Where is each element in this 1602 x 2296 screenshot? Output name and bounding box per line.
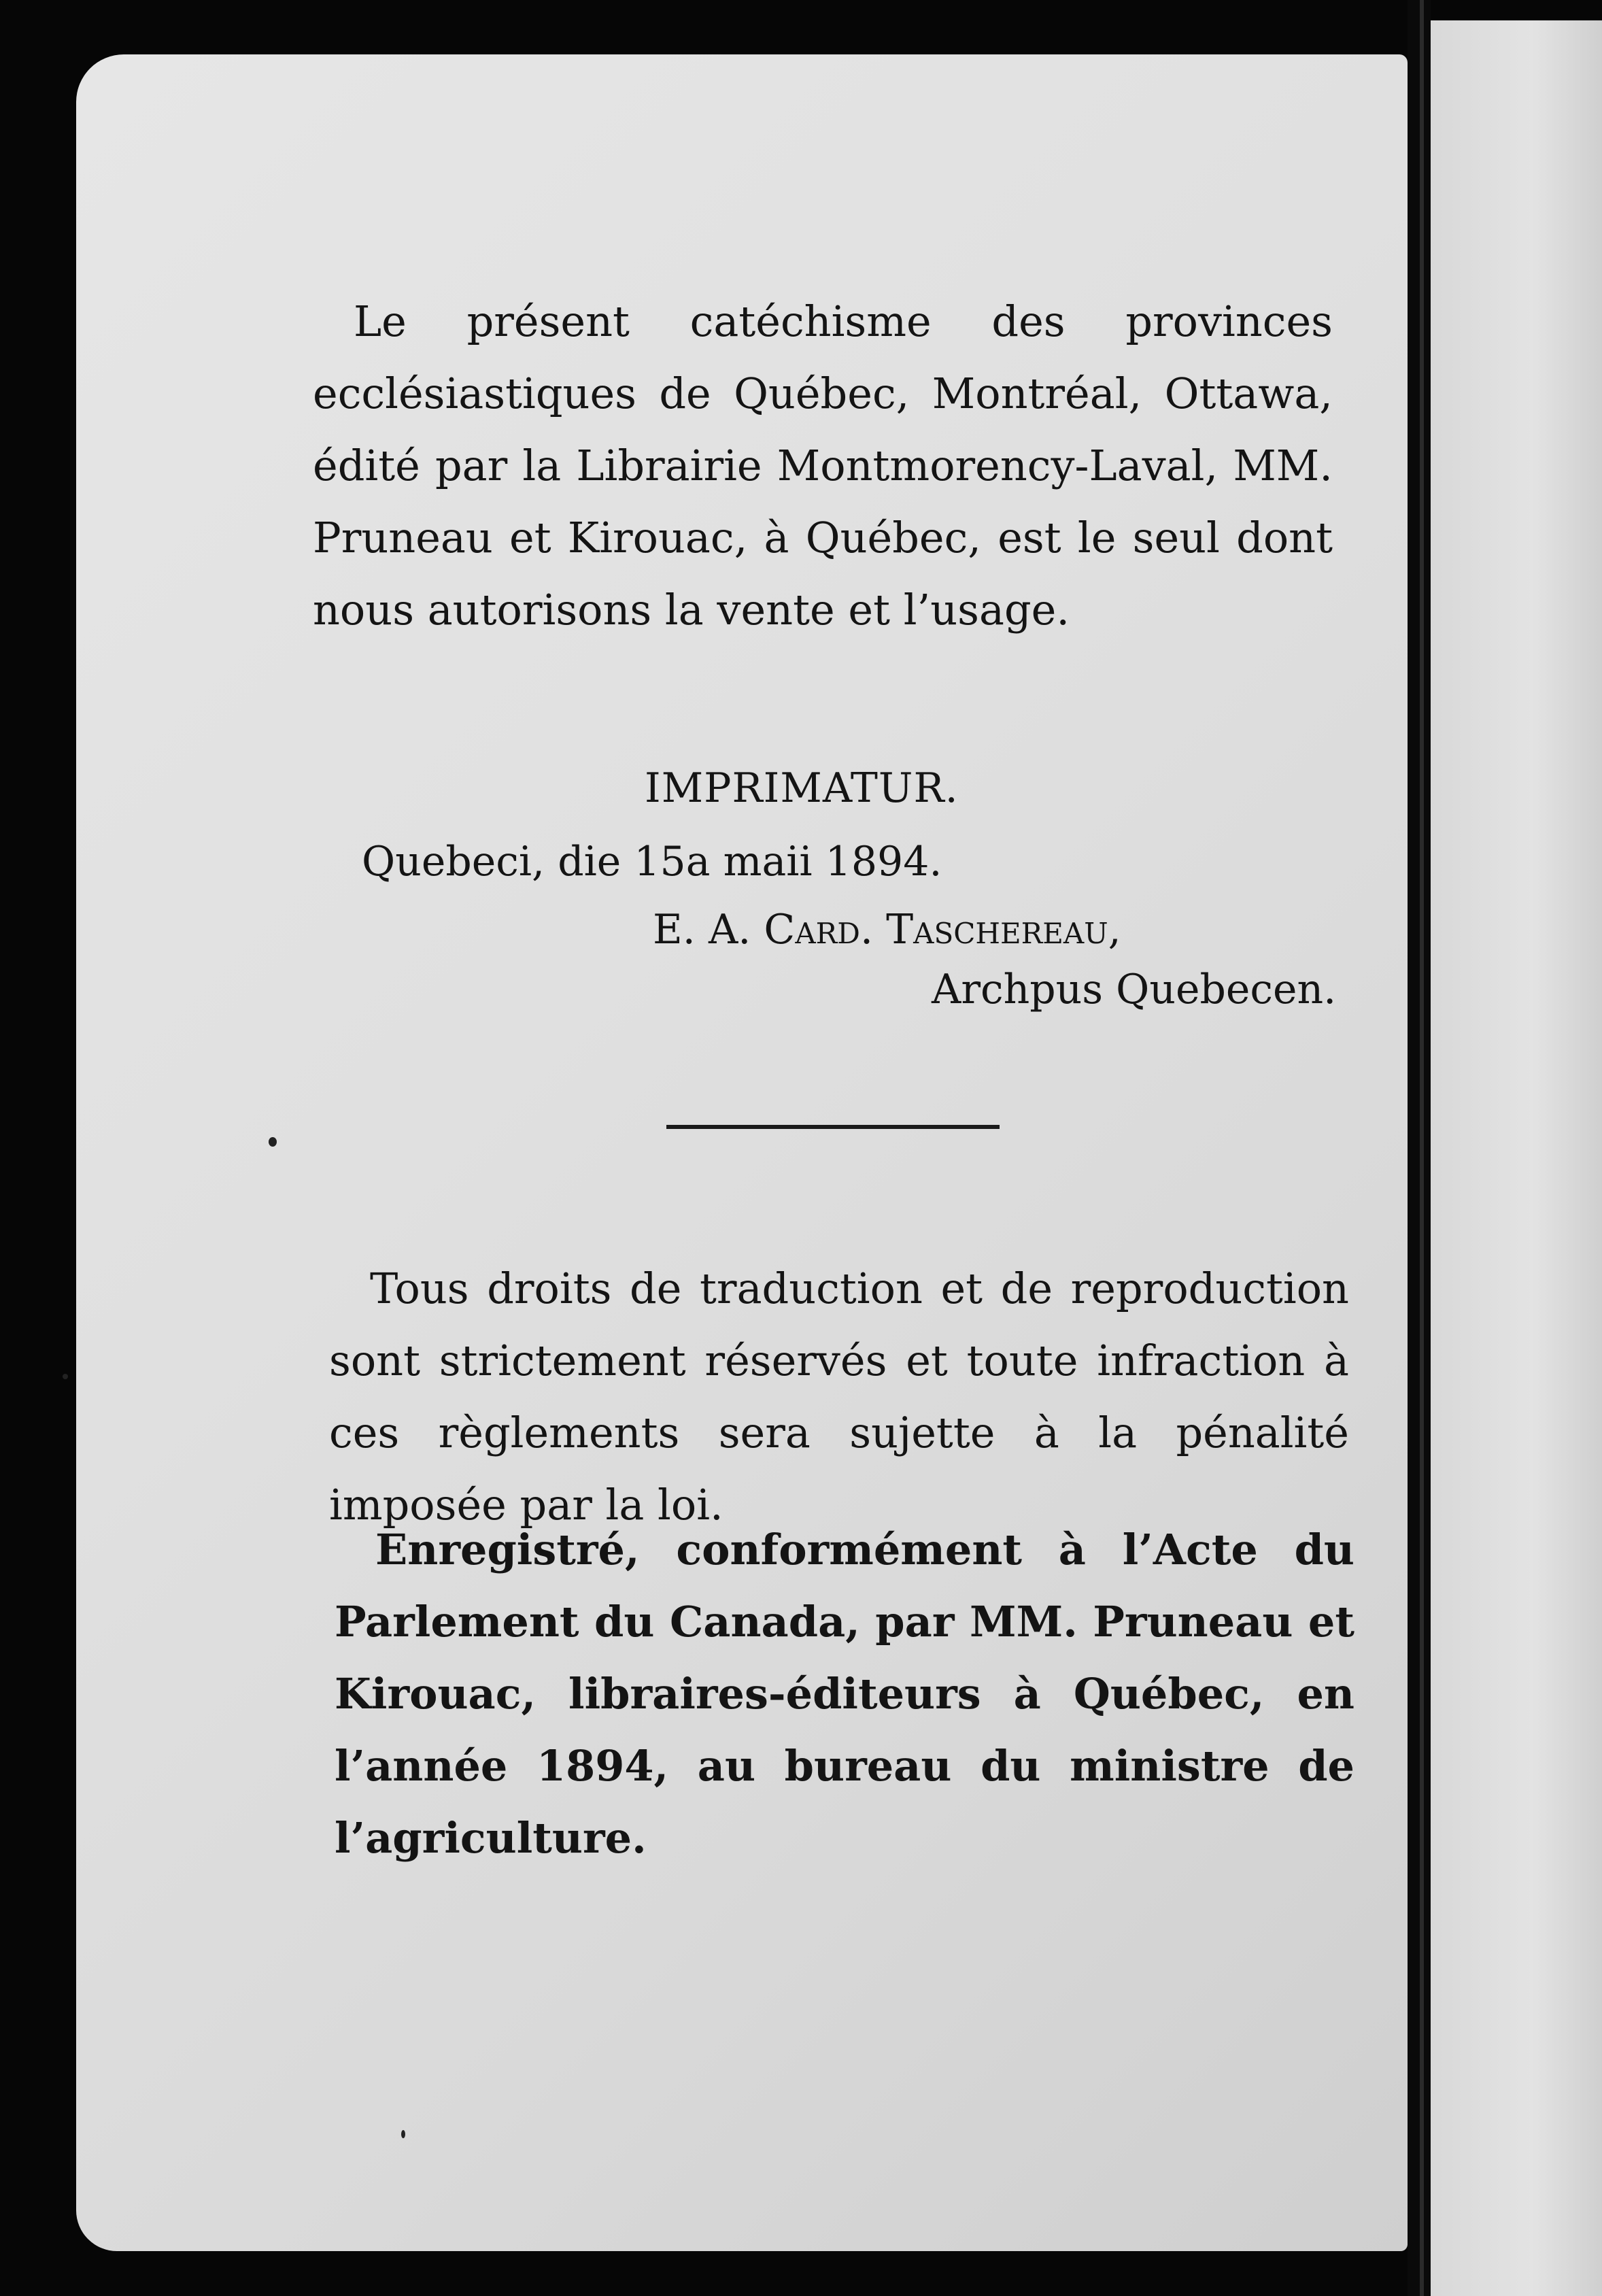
imprimatur-date: Quebeci, die 15a maii 1894. xyxy=(362,838,942,885)
imprimatur-signature-title: Archpus Quebecen. xyxy=(932,966,1337,1013)
imprimatur-signature: E. A. Card. Taschereau, xyxy=(653,906,1121,953)
facing-page-edge xyxy=(1428,20,1602,2296)
book-gutter xyxy=(1408,0,1431,2296)
rights-paragraph: Tous droits de traduction et de reproduction sont strictement réservés et toute infraction à ces règlements sera sujette à la pénalité imposée par la loi. xyxy=(329,1264,1349,1530)
registration-paragraph: Enregistré, conformément à l’Acte du Parlement du Canada, par MM. Pruneau et Kirouac, libraires-éditeurs à Québec, en l’année 1894, au bureau du ministre de l’agriculture. xyxy=(335,1525,1354,1863)
imprimatur-title: IMPRIMATUR. xyxy=(645,764,959,812)
authorization-paragraph: Le présent catéchisme des provinces ecclésiastiques de Québec, Montréal, Ottawa, édité par la Librairie Montmorency-Laval, MM. Pruneau et Kirouac, à Québec, est le seul dont nous autorisons la vente et l’usage. xyxy=(313,297,1333,635)
ink-speck xyxy=(401,2130,405,2138)
ink-speck xyxy=(63,1374,68,1379)
divider-rule xyxy=(666,1125,1000,1129)
gutter-line xyxy=(1420,0,1424,2296)
ink-speck xyxy=(269,1137,277,1147)
